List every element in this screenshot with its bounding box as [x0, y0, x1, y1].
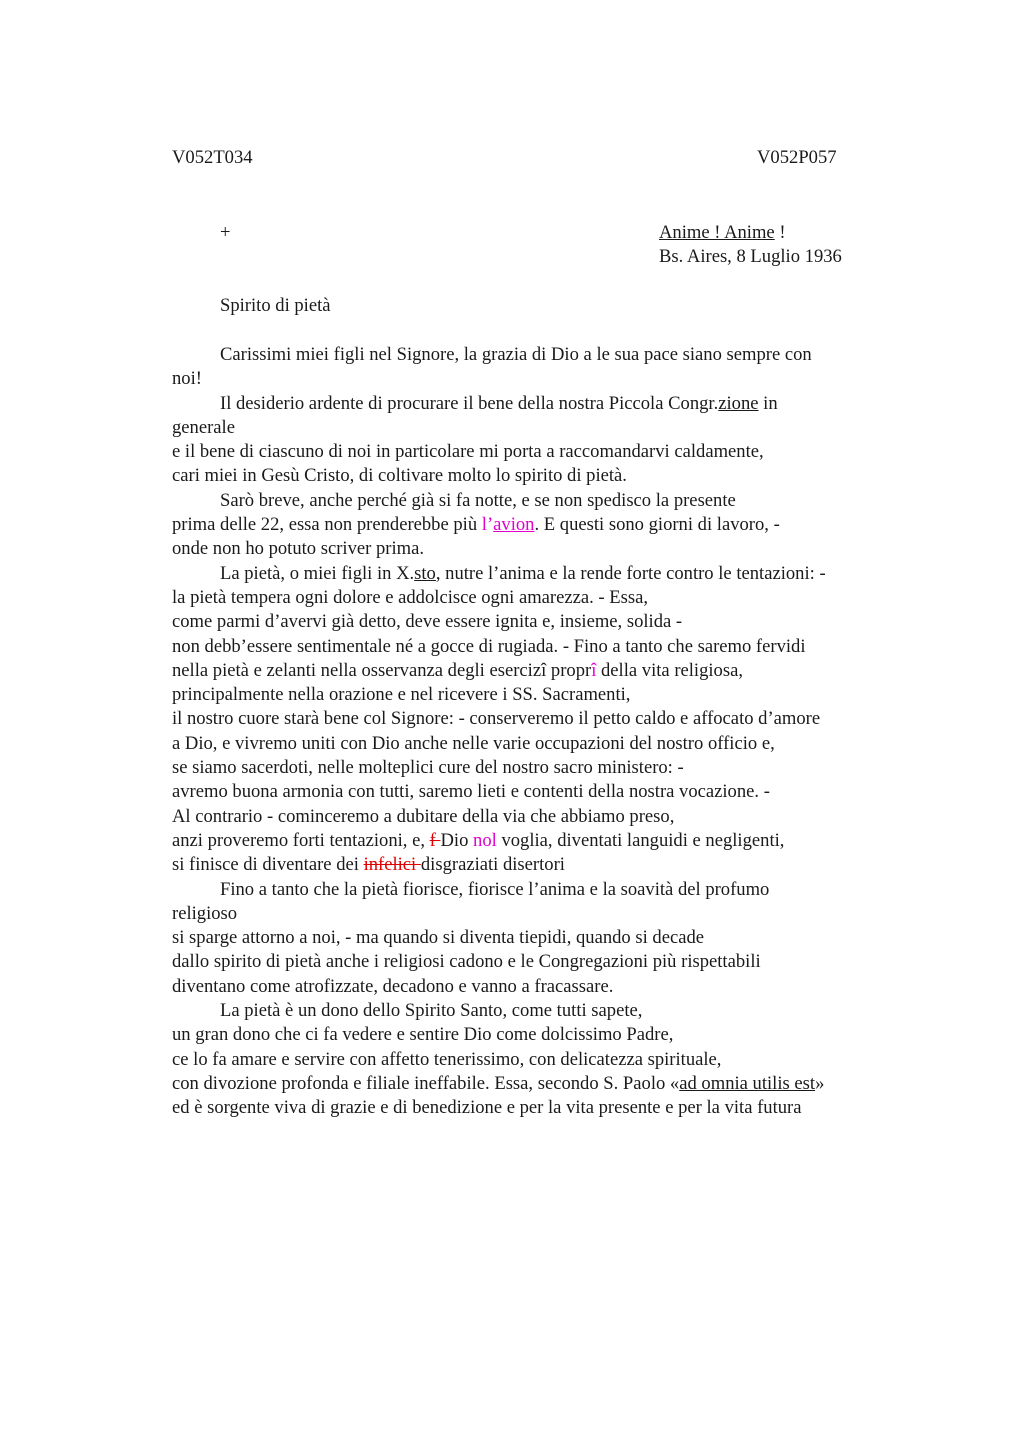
place-date: Bs. Aires, 8 Luglio 1936 [659, 246, 842, 267]
document-code-right: V052P057 [757, 147, 837, 168]
text-line [172, 562, 932, 586]
motto-exclamation: ! [779, 222, 786, 243]
underlined-abbreviation: sto [414, 562, 436, 584]
text-line: Sarò breve, anche perché già si fa notte, e se non spedisco la presente [220, 489, 736, 511]
text-segment: prima delle 22, essa non prenderebbe più [172, 514, 482, 536]
editorial-insertion: l’ [481, 514, 494, 536]
text-segment: » [815, 1072, 825, 1094]
text-segment: della vita religiosa, [596, 659, 743, 681]
deleted-text: infelici [363, 854, 421, 876]
text-segment: in [758, 392, 778, 414]
text-line: a Dio, e vivremo uniti con Dio anche nelle varie occupazioni del nostro officio e, [172, 732, 775, 754]
deleted-text: f [429, 829, 441, 851]
text-segment: nella pietà e zelanti nella osservanza degli esercizî propr [172, 659, 592, 681]
text-line: principalmente nella orazione e nel ricevere i SS. Sacramenti, [172, 684, 631, 706]
text-segment: con divozione profonda e filiale ineffabile. Essa, secondo S. Paolo « [172, 1072, 680, 1094]
text-line: se siamo sacerdoti, nelle molteplici cure del nostro sacro ministero: - [172, 757, 684, 779]
text-segment: Il desiderio ardente di procurare il bene della nostra Piccola Congr. [220, 392, 719, 414]
motto [659, 222, 786, 244]
text-segment: disgraziati disertori [420, 854, 565, 876]
text-line: la pietà tempera ogni dolore e addolcisce ogni amarezza. - Essa, [172, 586, 648, 608]
text-segment: anzi proveremo forti tentazioni, e, [172, 829, 430, 851]
text-line [172, 829, 932, 853]
text-line: dallo spirito di pietà anche i religiosi cadono e le Congregazioni più rispettabili [172, 951, 761, 973]
text-line: e il bene di ciascuno di noi in particolare mi porta a raccomandarvi caldamente, [172, 441, 764, 463]
editorial-insertion-underlined: avion [493, 514, 535, 536]
text-segment: voglia, diventati languidi e negligenti, [496, 829, 785, 851]
text-segment: , nutre l’anima e la rende forte contro le tentazioni: - [435, 562, 826, 584]
text-line: avremo buona armonia con tutti, saremo lieti e contenti della nostra vocazione. - [172, 781, 770, 803]
text-line: noi! [172, 368, 202, 390]
cross-symbol: + [220, 222, 231, 243]
text-line: si sparge attorno a noi, - ma quando si diventa tiepidi, quando si decade [172, 927, 705, 949]
underlined-abbreviation: zione [718, 392, 759, 414]
text-line: onde non ho potuto scriver prima. [172, 538, 424, 560]
text-line: Al contrario - cominceremo a dubitare della via che abbiamo preso, [172, 805, 675, 827]
document-code-left: V052T034 [172, 147, 253, 168]
text-line [172, 513, 932, 537]
text-segment: si finisce di diventare dei [172, 854, 364, 876]
text-line [172, 392, 932, 416]
editorial-insertion: nol [473, 829, 497, 851]
letter-body [172, 343, 932, 1121]
latin-quotation: ad omnia utilis est [679, 1072, 816, 1094]
text-line: religioso [172, 902, 238, 924]
text-line: La pietà è un dono dello Spirito Santo, come tutti sapete, [220, 1000, 643, 1022]
motto-text: Anime ! Anime [659, 222, 775, 243]
text-line: ce lo fa amare e servire con affetto tenerissimo, con delicatezza spirituale, [172, 1048, 722, 1070]
text-line: Carissimi miei figli nel Signore, la grazia di Dio a le sua pace siano sempre con [220, 344, 812, 365]
letter-heading: Spirito di pietà [220, 295, 331, 316]
text-line [172, 1072, 932, 1096]
text-segment: La pietà, o miei figli in X. [220, 562, 415, 584]
text-line: un gran dono che ci fa vedere e sentire Dio come dolcissimo Padre, [172, 1024, 674, 1046]
editorial-insertion: î [591, 659, 597, 681]
text-line: diventano come atrofizzate, decadono e vanno a fracassare. [172, 975, 614, 997]
text-line [172, 853, 932, 877]
text-line [172, 659, 932, 683]
text-line: il nostro cuore starà bene col Signore: - conserveremo il petto caldo e affocato d’amore [172, 708, 821, 730]
text-line: non debb’essere sentimentale né a gocce di rugiada. - Fino a tanto che saremo fervidi [172, 635, 806, 657]
text-segment: Dio [440, 829, 474, 851]
text-line: come parmi d’avervi già detto, deve essere ignita e, insieme, solida - [172, 611, 683, 633]
text-line: Fino a tanto che la pietà fiorisce, fiorisce l’anima e la soavità del profumo [220, 878, 770, 900]
text-segment: . E questi sono giorni di lavoro, - [534, 514, 780, 536]
text-line: generale [172, 416, 235, 438]
text-line: ed è sorgente viva di grazie e di benedizione e per la vita presente e per la vita futura [172, 1097, 802, 1119]
text-line: cari miei in Gesù Cristo, di coltivare molto lo spirito di pietà. [172, 465, 627, 487]
